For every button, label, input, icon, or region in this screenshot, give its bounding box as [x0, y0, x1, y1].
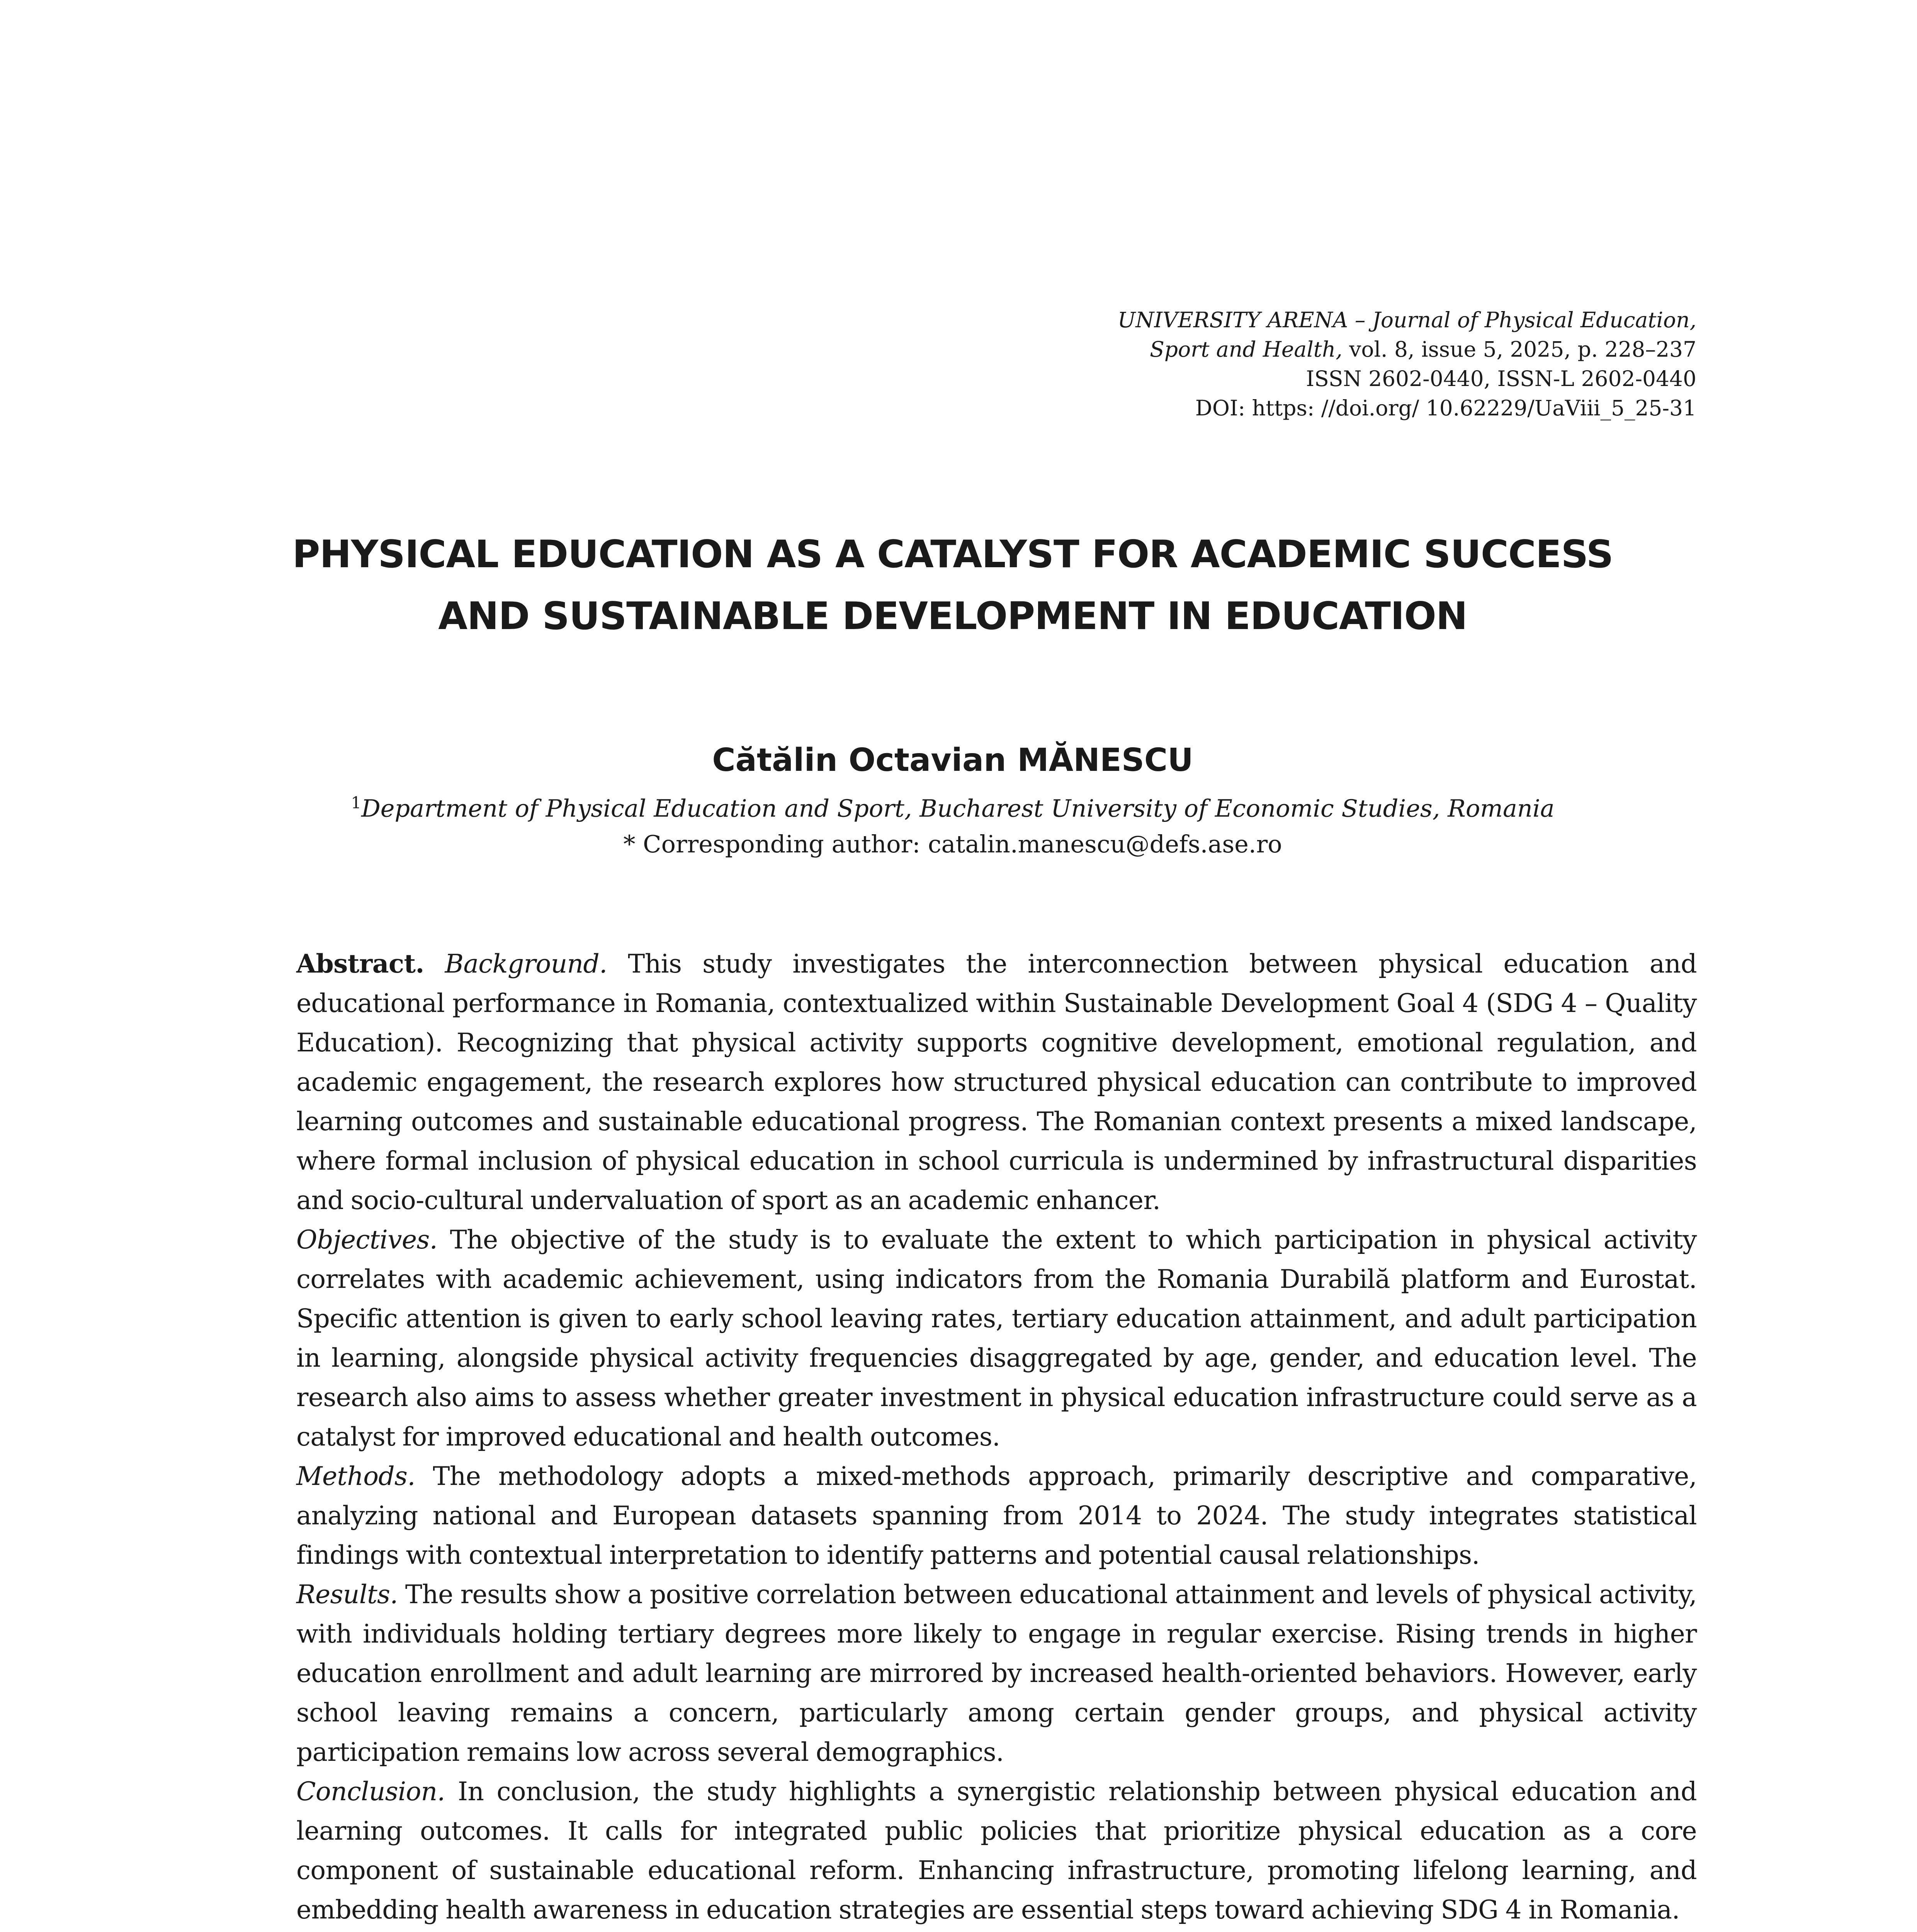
results-label: Results.	[296, 1580, 398, 1609]
conclusion-label: Conclusion.	[296, 1777, 445, 1806]
paper-title-line-2: AND SUSTAINABLE DEVELOPMENT IN EDUCATION	[438, 594, 1467, 638]
abstract	[296, 944, 1697, 1930]
results-text: The results show a positive correlation between educational attainment and levels of physical activity, with individuals holding tertiary degrees more likely to engage in regular exercise. Rising trends in higher education enrollment and adult learning are mirrored by increased health-oriented behaviors. However, early school leaving remains a concern, particularly among certain gender groups, and physical activity participation remains low across several demographics.	[296, 1580, 1697, 1767]
paper-title-line-1: PHYSICAL EDUCATION AS A CATALYST FOR ACADEMIC SUCCESS	[292, 532, 1613, 577]
background-text: This study investigates the interconnection between physical education and educational performance in Romania, contextualized within Sustainable Development Goal 4 (SDG 4 – Quality Education). Recognizing that physical activity supports cognitive development, emotional regulation, and academic engagement, the research explores how structured physical education can contribute to improved learning outcomes and sustainable educational progress. The Romanian context presents a mixed landscape, where formal inclusion of physical education in school curricula is undermined by infrastructural disparities and socio-cultural undervaluation of sport as an academic enhancer.	[296, 949, 1697, 1215]
journal-doi: DOI: https: //doi.org/ 10.62229/UaViii_5_25-31	[1195, 396, 1696, 420]
affiliation-line	[209, 785, 1697, 827]
abstract-results	[296, 1575, 1697, 1772]
author-name: Cătălin Octavian MĂNESCU	[712, 742, 1193, 779]
affiliation-text: Department of Physical Education and Sport, Bucharest University of Economic Studies, Romania	[361, 794, 1555, 823]
methods-label: Methods.	[296, 1461, 415, 1491]
corresponding-author: * Corresponding author: catalin.manescu@defs.ase.ro	[623, 830, 1282, 858]
abstract-background	[296, 944, 1697, 1220]
background-label: Background.	[445, 949, 607, 979]
affiliation-marker: 1	[351, 793, 362, 812]
journal-reference	[769, 305, 1696, 423]
journal-volume: Sport and Health, vol. 8, issue 5, 2025, p. 228–237	[1150, 337, 1696, 362]
abstract-label: Abstract.	[296, 949, 424, 979]
abstract-objectives	[296, 1220, 1697, 1457]
abstract-conclusion	[296, 1772, 1697, 1930]
methods-text: The methodology adopts a mixed-methods approach, primarily descriptive and comparative, analyzing national and European datasets spanning from 2014 to 2024. The study integrates statistical findings with contextual interpretation to identify patterns and potential causal relationships.	[296, 1461, 1697, 1570]
paper-title	[209, 524, 1697, 647]
objectives-label: Objectives.	[296, 1225, 438, 1255]
journal-name: UNIVERSITY ARENA – Journal of Physical Education,	[1117, 308, 1696, 332]
journal-issn: ISSN 2602-0440, ISSN-L 2602-0440	[1306, 366, 1696, 391]
conclusion-text: In conclusion, the study highlights a synergistic relationship between physical education and learning outcomes. It calls for integrated public policies that prioritize physical education as a core component of sustainable educational reform. Enhancing infrastructure, promoting lifelong learning, and embedding health awareness in education strategies are essential steps toward achieving SDG 4 in Romania.	[296, 1777, 1697, 1925]
abstract-methods	[296, 1457, 1697, 1575]
author-affiliation	[209, 785, 1697, 862]
objectives-text: The objective of the study is to evaluate the extent to which participation in physical activity correlates with academic achievement, using indicators from the Romania Durabilă platform and Eurostat. Specific attention is given to early school leaving rates, tertiary education attainment, and adult participation in learning, alongside physical activity frequencies disaggregated by age, gender, and education level. The research also aims to assess whether greater investment in physical education infrastructure could serve as a catalyst for improved educational and health outcomes.	[296, 1225, 1697, 1452]
